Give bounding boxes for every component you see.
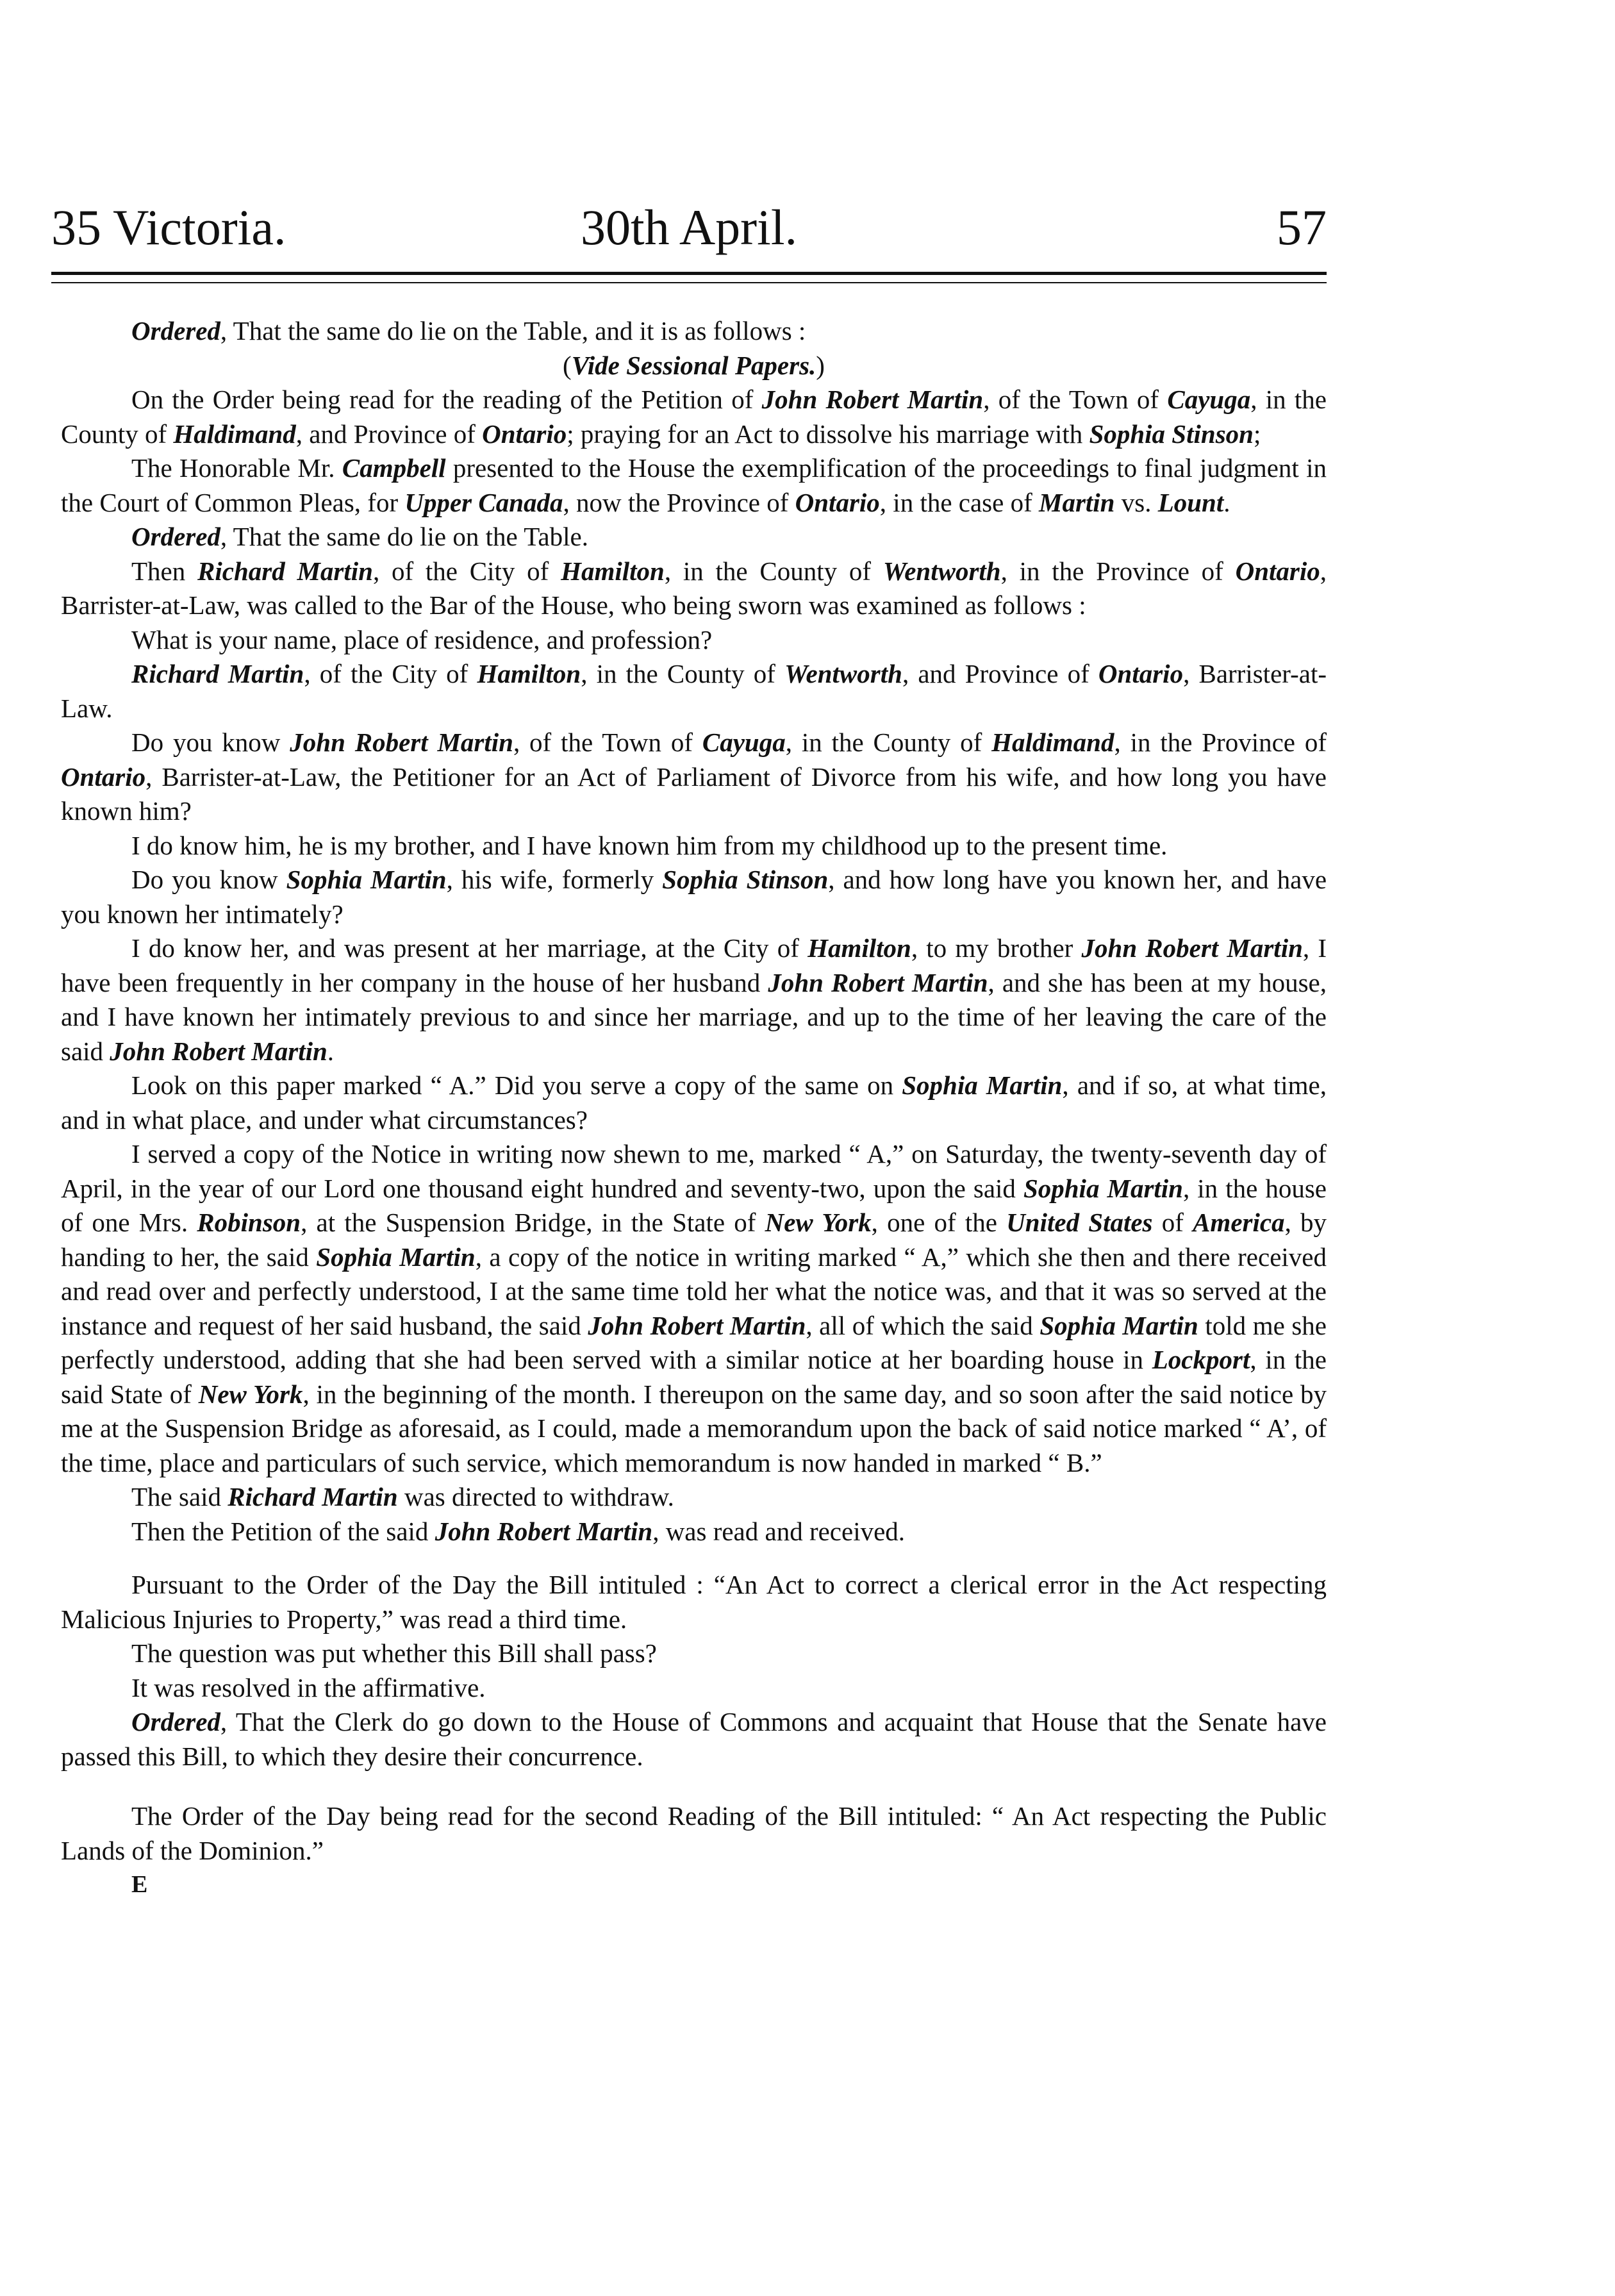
document-body (61, 314, 1327, 1902)
paragraph: The Order of the Day being read for the second Reading of the Bill intituled: “ An Act respecting the Public Lands of the Dominion.” (61, 1801, 1327, 1865)
header-date: 30th April. (580, 199, 797, 255)
signature-mark: E (131, 1871, 148, 1898)
paragraph: I do know her, and was present at her marriage, at the City of Hamilton, to my brother John Robert Martin, I have been frequently in her company in the house of her husband John Robert Martin, and she has been at my house, and I have known her intimately previous to and since her marriage, and up to the time of her leaving the care of the said John Robert Martin. (61, 933, 1327, 1066)
paragraph: Do you know John Robert Martin, of the Town of Cayuga, in the County of Haldimand, in the Province of Ontario, Barrister-at-Law, the Petitioner for an Act of Parliament of Divorce from his wife, and how long you have known him? (61, 728, 1327, 826)
paragraph: I do know him, he is my brother, and I have known him from my childhood up to the present time. (131, 830, 1168, 860)
paragraph: Richard Martin, of the City of Hamilton, in the County of Wentworth, and Province of Ontario, Barrister-at-Law. (61, 659, 1327, 723)
paragraph: (Vide Sessional Papers.) (563, 350, 825, 380)
paragraph: Pursuant to the Order of the Day the Bill intituled : “An Act to correct a clerical error in the Act respecting Malicious Injuries to Property,” was read a third time. (61, 1570, 1327, 1634)
page-number: 57 (1277, 199, 1327, 255)
paragraph: I served a copy of the Notice in writing now shewn to me, marked “ A,” on Saturday, the twenty-seventh day of April, in the year of our Lord one thousand eight hundred and seventy-two, upon the said Sophia Martin, in the house of one Mrs. Robinson, at the Suspension Bridge, in the State of New York, one of the United States of America, by handing to her, the said Sophia Martin, a copy of the notice in writing marked “ A,” which she then and there received and read over and perfectly understood, I at the same time told her what the notice was, and that it was so served at the instance and request of her said husband, the said John Robert Martin, all of which the said Sophia Martin told me she perfectly understood, adding that she had been served with a similar notice at her boarding house in Lockport, in the said State of New York, in the beginning of the month. I thereupon on the same day, and so soon after the said notice by me at the Suspension Bridge as aforesaid, as I could, made a memorandum upon the back of said notice marked “ A’, of the time, place and particulars of such service, which memorandum is now handed in marked “ B.” (61, 1139, 1327, 1477)
paragraph: What is your name, place of residence, and profession? (131, 624, 713, 654)
header-rule-thin (51, 282, 1327, 283)
header-rule-thick (51, 272, 1327, 275)
paragraph: Look on this paper marked “ A.” Did you serve a copy of the same on Sophia Martin, and if so, at what time, and in what place, and under what circumstances? (61, 1070, 1327, 1135)
paragraph: The said Richard Martin was directed to withdraw. (131, 1482, 674, 1511)
paragraph: Ordered, That the Clerk do go down to the House of Commons and acquaint that House that the Senate have passed this Bill, to which they desire their concurrence. (61, 1707, 1327, 1771)
paragraph: Do you know Sophia Martin, his wife, formerly Sophia Stinson, and how long have you known her, and have you known her intimately? (61, 865, 1327, 929)
paragraph: Ordered, That the same do lie on the Table. (131, 522, 588, 551)
paragraph: Then Richard Martin, of the City of Hamilton, in the County of Wentworth, in the Province of Ontario, Barrister-at-Law, was called to the Bar of the House, who being sworn was examined as follows : (61, 556, 1327, 620)
header-session: 35 Victoria. (51, 199, 286, 255)
paragraph: On the Order being read for the reading of the Petition of John Robert Martin, of the Town of Cayuga, in the County of Haldimand, and Province of Ontario; praying for an Act to dissolve his marriage with Sophia Stinson; (61, 385, 1327, 449)
paragraph: Ordered, That the same do lie on the Table, and it is as follows : (131, 316, 806, 345)
paragraph: Then the Petition of the said John Robert Martin, was read and received. (131, 1516, 906, 1546)
paragraph: The question was put whether this Bill shall pass? (131, 1638, 657, 1668)
paragraph: The Honorable Mr. Campbell presented to the House the exemplification of the proceedings to final judgment in the Court of Common Pleas, for Upper Canada, now the Province of Ontario, in the case of Martin vs. Lount. (61, 453, 1327, 517)
page-header (51, 192, 1327, 263)
paragraph: It was resolved in the affirmative. (131, 1672, 486, 1702)
